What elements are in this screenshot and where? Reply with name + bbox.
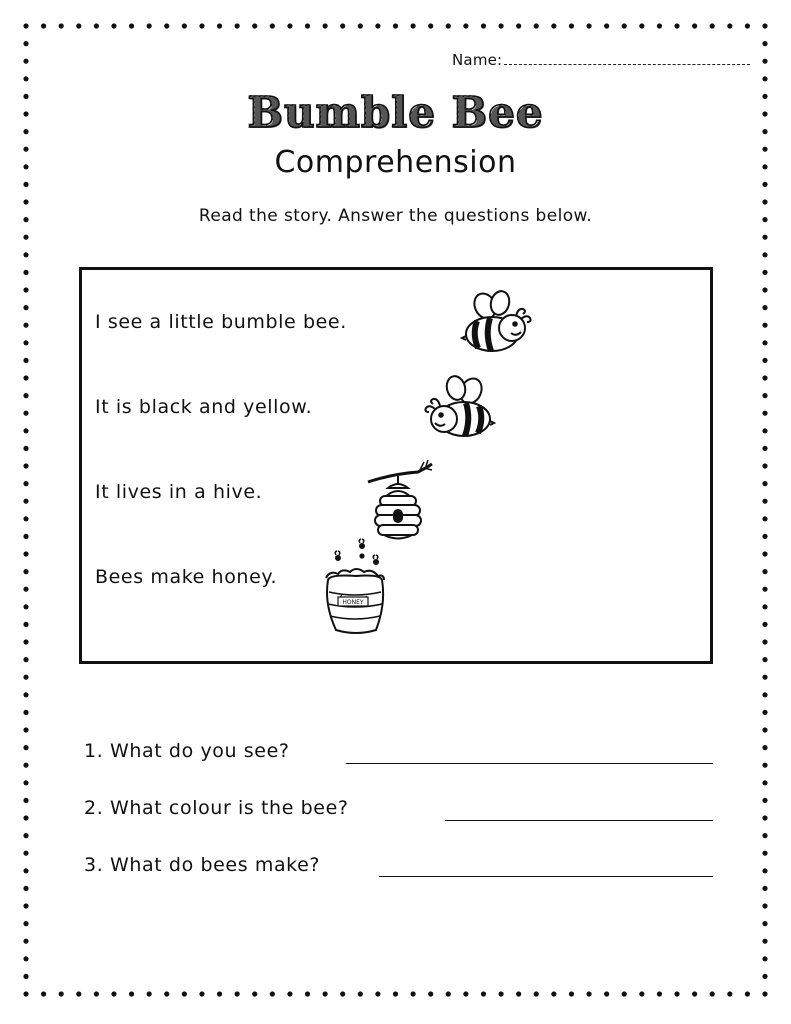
name-label: Name: [452,51,503,69]
bee-icon [420,373,496,445]
story-line-2: It is black and yellow. [95,396,313,418]
name-field[interactable] [452,50,762,70]
answer-line-2[interactable] [445,820,713,821]
beehive-icon [362,458,442,544]
honey-label: HONEY [342,599,364,606]
bee-icon [460,288,536,360]
question-3: 3. What do bees make? [84,854,321,876]
answer-line-1[interactable] [346,763,713,764]
honey-pot-icon [318,538,392,638]
story-line-3: It lives in a hive. [95,481,263,503]
name-blank-line[interactable] [504,50,750,65]
page-subtitle: Comprehension [274,145,517,180]
story-line-4: Bees make honey. [95,566,278,588]
answer-line-3[interactable] [379,876,713,877]
page-title: Bumble Bee [247,88,544,137]
instructions-text: Read the story. Answer the questions below. [198,206,593,226]
question-2: 2. What colour is the bee? [84,797,349,819]
story-line-1: I see a little bumble bee. [95,311,347,333]
question-1: 1. What do you see? [84,740,290,762]
